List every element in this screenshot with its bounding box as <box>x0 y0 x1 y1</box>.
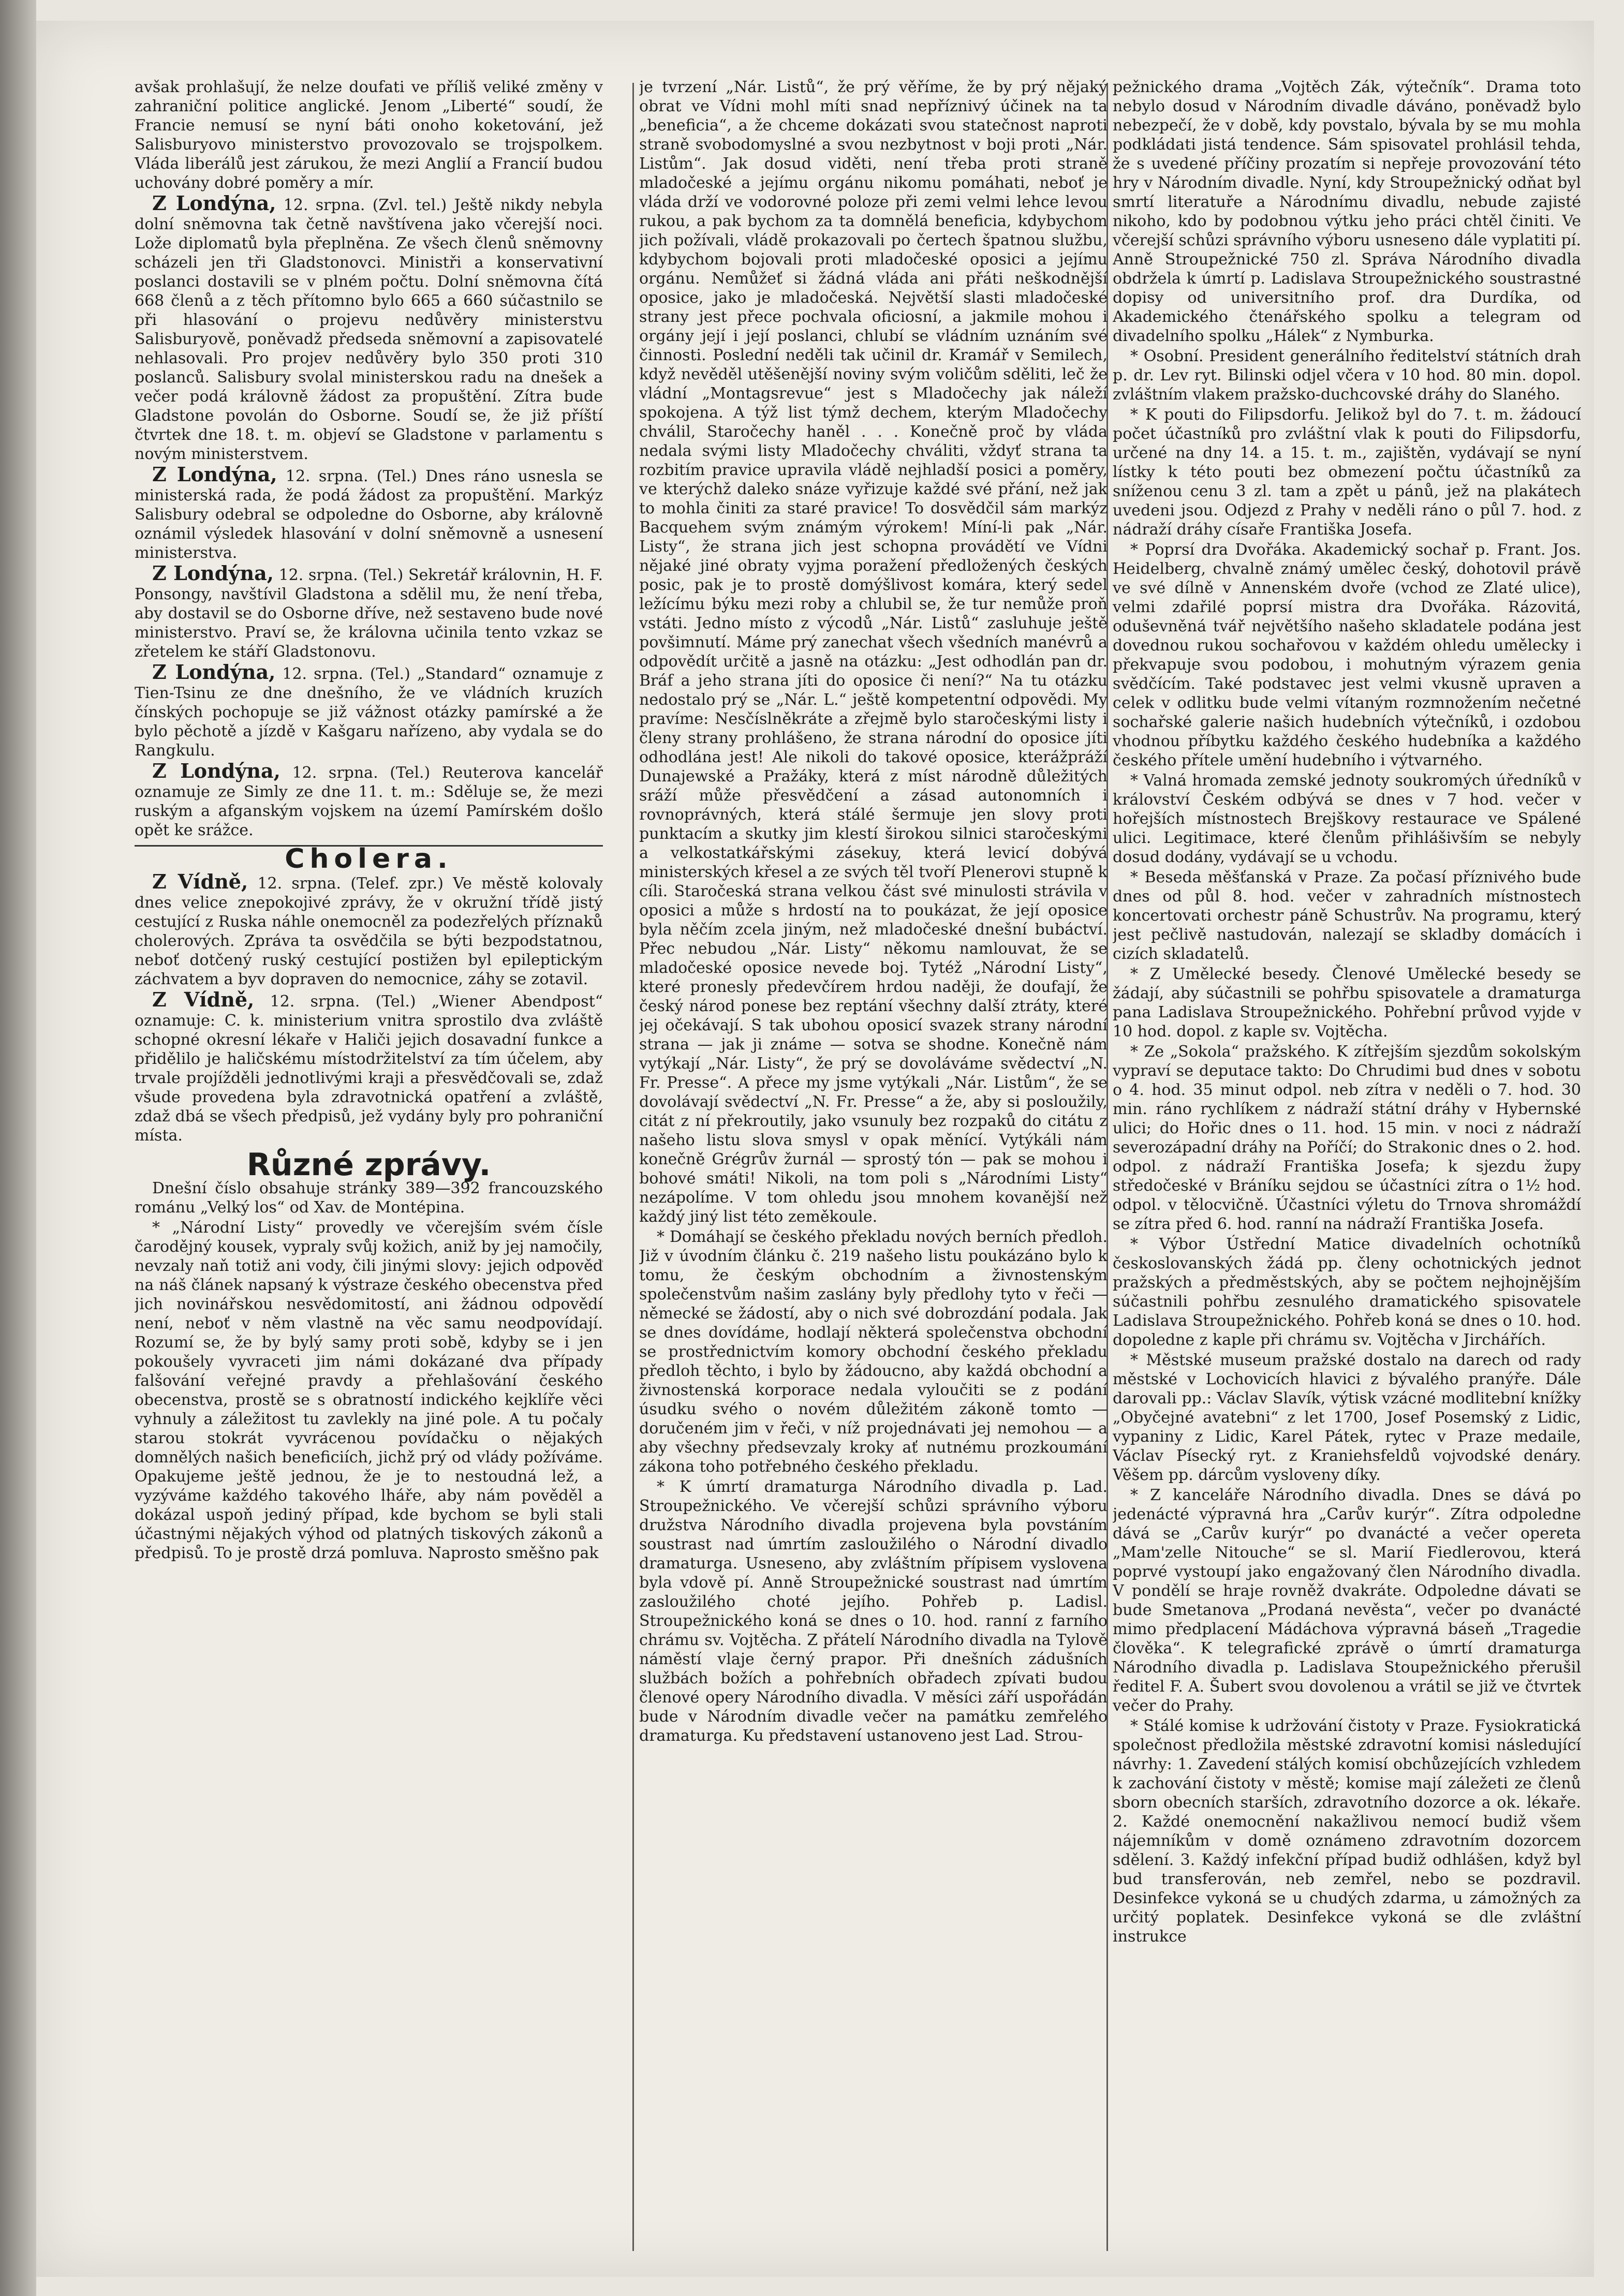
dateline: Z Londýna, <box>152 660 276 684</box>
column-1 <box>135 78 603 2256</box>
column-3 <box>1113 78 1581 2256</box>
article-paragraph: * Valná hromada zemské jednoty soukromých úředníků v království Českém odbývá se dnes v 7 hod. večer v hořejších místnostech Brejškovy restaurace ve Spálené ulici. Legitimace, které členům přihlášivším se nebyly dosud dodány, vydávají se u vchodu. <box>1113 772 1581 866</box>
dispatch: Z Londýna, 12. srpna. (Tel.) Reuterova kancelář oznamuje ze Simly ze dne 11. t. m.: Sděluje se, že mezi ruským a afganským vojskem na území Pamírském došlo opět ke srážce. <box>135 759 603 839</box>
article-paragraph: * Stálé komise k udržování čistoty v Praze. Fysiokratická společnost předložila městské zdravotní komisi následující návrhy: 1. Zavedení stálých komisí obchůzejících vzhledem k zachování čistoty v městě; komise mají záležeti ze členů sborn obecních starších, zdravotního dozorce a ok. lékaře. 2. Každé onemocnění nakažlivou nemocí budiž všem nájemníkům v domě oznámeno zdravotním dozorcem sdělení. 3. Každý infekční případ budiž odhlášen, když byl bud transferován, neb zemřel, nebo se pozdravil. Desinfekce vykoná se u chudých zdarma, u zámožných za určitý poplatek. Desinfekce vykoná se dle zvláštní instrukce <box>1113 1717 1581 1946</box>
scan-edge <box>0 0 36 2296</box>
article-paragraph: * Z kanceláře Národního divadla. Dnes se dává po jedenácté výpravná hra „Carův kurýr“. Zítra odpoledne dává se „Carův kurýr“ po dvanácté a večer opereta „Mam'zelle Nitouche“ se sl. Marií Fiedlerovou, která poprvé vystoupí jako engažovaný člen Národního divadla. V pondělí se hraje rovněž dvakráte. Odpoledne dávati se bude Smetanova „Prodaná nevěsta“, večer po dvanácté mimo předplacení Mádáchova výpravná báseň „Tragedie člověka“. K telegrafické zprávě o úmrtí dramaturga Národního divadla p. Ladislava Stoupežnického přerušil ředitel F. A. Šubert svou dovolenou a vrátil se již ve čtvrtek večer do Prahy. <box>1113 1486 1581 1715</box>
article-paragraph: avšak prohlašují, že nelze doufati ve příliš veliké změny v zahraniční politice anglické. Jenom „Liberté“ soudí, že Francie nemusí se nyní báti onoho koketování, jež Salisburyovo ministerstvo provozovalo se trojspolkem. Vláda liberálů jest zárukou, že mezi Anglií a Francií budou uchovány dobré poměry a mír. <box>135 78 603 192</box>
article-paragraph: * Domáhají se českého překladu nových berních předloh. Již v úvodním článku č. 219 našeho listu poukázáno bylo k tomu, že českým obchodním a živnostenským společenstvům našim zaslány byly předlohy tyto v řeči — německé se žádostí, aby o nich své dobrozdání podala. Jak se dnes dovídáme, hodlají některá společenstva obchodní se prostřednictvím komory obchodní českého překladu předloh těchto, i bylo by žádoucno, aby každá obchodní a živnostenská korporace nedala vyloučiti se z podání úsudku svého o novém důležitém zákoně tomto — doručeném jim v řeči, v níž projednávati jej nemohou — a aby všechny předsevzaly kroky ať nutnému prozkoumání zákona toho potřebného českého překladu. <box>639 1228 1108 1476</box>
dispatch: Z Vídně, 12. srpna. (Tel.) „Wiener Abendpost“ oznamuje: C. k. ministerium vnitra sprostilo dva zvláště schopné okresní lékaře v Haliči jejich dosavadní funkce a přidělilo je haličskému místodržitelství za tím účelem, aby trvale projížděli jednotlivými kraji a přesvědčovali se, zdaž všude provedena byla zdravotnická opatření a zvláště, zdaž dbá se všech předpisů, jež vydány byly pro pohraniční místa. <box>135 988 603 1145</box>
article-paragraph: * Beseda měšťanská v Praze. Za počasí příznivého bude dnes od půl 8. hod. večer v zahradních místnostech koncertovati orchestr páně Schustrův. Na programu, který jest pečlivě nastudován, nalezají se skladby domácích i cizích skladatelů. <box>1113 868 1581 963</box>
section-heading-news: Různé zprávy. <box>246 1147 491 1183</box>
dateline: Z Londýna, <box>152 561 274 585</box>
dateline: Z Vídně, <box>152 870 248 893</box>
article-paragraph: * Výbor Ústřední Matice divadelních ochotníků českoslovanských žádá pp. členy ochotnických jednot pražských a předměstských, aby se počtem nejhojnějším súčastnili pohřbu zesnulého dramatického spisovatele Ladislava Stroupežnického. Pohřeb koná se dnes o 10. hod. dopoledne z kaple při chrámu sv. Vojtěcha v Jirchářích. <box>1113 1235 1581 1349</box>
dateline: Z Londýna, <box>152 463 277 486</box>
article-paragraph: * Městské museum pražské dostalo na darech od rady městské v Lochovicích hlavici z bývalého pranýře. Dále darovali pp.: Václav Slavík, výtisk vzácné modlitební knížky „Obyčejné avatebni“ z let 1700, Josef Posemský z Lidic, vypaniny z Lidic, Karel Pátek, rytec v Praze medaile, Václav Písecký ryt. z Kraniehsfeldů vojvodské denáry. Věšem pp. dárcům vysloveny díky. <box>1113 1351 1581 1484</box>
article-paragraph: * Osobní. President generálního ředitelství státních drah p. dr. Lev ryt. Bilinski odjel včera v 10 hod. 80 min. dopol. zvláštním vlakem pražsko-duchcovské dráhy do Slaného. <box>1113 347 1581 404</box>
dispatch: Z Londýna, 12. srpna. (Zvl. tel.) Ještě nikdy nebyla dolní sněmovna tak četně navštívena jako včerejší noci. Lože diplomatů byla přeplněna. Ze všech členů sněmovny scházeli jen tři Gladstonovci. Ministři a konservativní poslanci dostavili se v plném počtu. Dolní sněmovna čítá 668 členů a z těch přítomno bylo 665 a 660 súčastnilo se při hlasování o projevu nedůvěry ministerstvu Salisburyově, poněvadž předseda sněmovní a zapisovatelé nehlasovali. Pro projev nedůvěry bylo 350 proti 310 poslanců. Salisbury svolal ministerskou radu na dnešek a večer podá královně žádost za propuštění. Zítra bude Gladstone povolán do Osborne. Soudí se, že již příští čtvrtek dne 18. t. m. objeví se Gladstone v parlamentu s novým ministerstvem. <box>135 191 603 463</box>
article-paragraph: * Ze „Sokola“ pražského. K zítřejším sjezdům sokolským vypraví se deputace takto: Do Chrudimi bud dnes v sobotu o 4. hod. 35 minut odpol. neb zítra v neděli o 7. hod. 30 min. ráno rychlíkem z nádraží státní dráhy v Hybernské ulici; do Hořic dnes o 11. hod. 15 min. v noci z nádraží severozápadní dráhy na Poříčí; do Strakonic dnes o 2. hod. odpol. z nádraží Františka Josefa; k sjezdu župy středočeské v Bráníku sejdou se účastníci zítra o 1½ hod. odpol. v tělocvičně. Účastníci výletu do Trnova shromáždí se zítra před 6. hod. ranní na nádraží Františka Josefa. <box>1113 1043 1581 1233</box>
article-paragraph: * Poprsí dra Dvořáka. Akademický sochař p. Frant. Jos. Heidelberg, chvalně známý umělec český, dohotovil právě ve své dílně v Annenském dvoře (vchod ze Zlaté ulice), velmi zdařilé poprsí mistra dra Dvořáka. Rázovitá, oduševněná tvář největšího našeho skladatele podána jest dovednou rukou sochařovou v každém ohledu umělecky i překvapuje svou podobou, i mohutným výrazem genia svědčícím. Také podstavec jest velmi vkusně upraven a celek v odlitku bude velmi vítaným rozmnožením nečetné sochařské galerie našich hudebních výtečníků, i ozdobou vhodnou příbytku každého českého hudebníka a každého českého přítele umění hudebního i výtvarného. <box>1113 541 1581 769</box>
article-paragraph: je tvrzení „Nár. Listů“, že prý věříme, že by prý nějaký obrat ve Vídni mohl míti snad nepříznivý účinek na ta „beneficia“, a že chceme dokázati svou statečnost naproti straně svobodomyslné a svou nezbytnost v boji proti „Nár. Listům“. Jak dosud viděti, není třeba proti straně mladočeské a jejímu orgánu nikomu pomáhati, neboť je vláda drží ve vodorovné poloze při zemi velmi lehce levou rukou, a pak bychom za ta domnělá beneficia, kdybychom jich požívali, vládě prokazovali po čertech špatnou službu, kdybychom bojovali proti mladočeské oposici a jejímu orgánu. Nemůžeť si žádná vláda ani přáti neškodnější oposice, jako je mladočeská. Největší slasti mladočeské strany jest přece pochvala oficiosní, a jakmile mohou i orgány její i její poslanci, chlubí se vládním uznáním své činnosti. Poslední neděli tak učinil dr. Kramář v Semilech, když nevěděl utěšenější noviny svým voličům sděliti, leč že vládní „Montagsrevue“ jest s Mladočechy jak náleží spokojena. A týž list týmž dechem, kterým Mladočechy chválil, Staročechy haněl . . . Konečně proč by vláda nedala svými listy Mladočechy chváliti, vždyť strana ta rozbitím pravice upravila vládě nejhladší posici a poměry, ve kterýchž daleko snáze vyřizuje každé své přání, než jak to mohla činiti za staré pravice! To dosvědčil sám markýz Bacquehem svým známým výrokem! Míní-li pak „Nár. Listy“, že strana jich jest schopna provádětí ve Vídni nějaké jiné obraty vyjma poražení předložených českých posic, pak je to prostě domýšlivost komára, který sedel ležícímu býku mezi roby a chlubil se, že tur nemůže proň vstáti. Jedno místo z výcodů „Nár. Listů“ zasluhuje ještě povšimnutí. Máme prý zanechat všech všedních manévrů a odpovědít určitě a jasně na otázku: „Jest odhodlán pan dr. Bráf a jeho strana jíti do oposice či není?“ Na tu otázku nedostalo prý se „Nár. L.“ ještě kompetentní odpovědi. My pravíme: Nesčíslněkráte a zřejmě bylo staročeskými listy i členy strany prohlášeno, že strana národní do oposice jíti odhodlána jest! Ale nikoli do takové oposice, kterážpráží Dunajewské a Pražáky, která z míst národně důležitých sráží může přesvědčení a zásad autonomních i rovnoprávných, která stálé šermuje jen slovy proti punktacím a skutky jim klestí širokou silnici staročeskými a velkostatkářskými zásekuy, která levicí dobývá ministerských křesel a ze svých těl tvoří Plenerovi stupně k cíli. Staročeská strana velkou část své minulosti strávila v oposici a může s hrdostí na to poukázat, že její oposice byla něčím zcela jiným, než mladočeské dnešní bubáctví. Přec nebudou „Nár. Listy“ někomu namlouvat, že se mladočeské oposice nevede boj. Tytéž „Národní Listy“, které pronesly předevčírem hrdou naději, že doufají, že český národ ponese bez reptání všechny další ztráty, které jej očekávají. S tak ubohou oposicí svazek strany národní strana — jak ji známe — sotva se shodne. Konečně nám vytýkají „Nár. Listy“, že prý se dovoláváme svědectví „N. Fr. Presse“. A přece my jsme vytýkali „Nár. Listům“, že se dovolávají svědectví „N. Fr. Presse“ a že, aby si posloužily, citát z ní překroutily, jako vsunuly bez rozpaků do citátu z našeho listu slova smysl v opak měnící. Vytýkáli nám konečně Grégrův žurnál — sprostý tón — pak se mohou i bohové smáti! Nikoli, na tom poli s „Národními Listy“ nezápolíme. V tom ohledu jsou mnohem kovanější než každý jiný list této zeměkoule. <box>639 78 1108 1226</box>
column-2 <box>639 78 1108 2256</box>
section-heading-cholera: Cholera. <box>135 845 603 869</box>
article-paragraph: * Z Umělecké besedy. Členové Umělecké besedy se žádají, aby súčastnili se pohřbu spisovatele a dramaturga pana Ladislava Stroupežnického. Pohřební průvod vyjde v 10 hod. dopol. z kaple sv. Vojtěcha. <box>1113 965 1581 1041</box>
article-paragraph: Dnešní číslo obsahuje stránky 389—392 francouzského románu „Velký los“ od Xav. de Montépina. <box>135 1179 603 1217</box>
column-rule <box>632 83 634 2251</box>
dateline: Z Londýna, <box>152 759 280 782</box>
article-paragraph: * K úmrtí dramaturga Národního divadla p. Lad. Stroupežnického. Ve včerejší schůzi správního výboru družstva Národního divadla projevena byla povstáním soustrast nad úmrtím zasloužilého o Národní divadlo dramaturga. Usneseno, aby zvláštním přípisem vyslovena byla vdově pí. Anně Stroupežnické soustrast nad úmrtím zasloužilého choté jejího. Pohřeb p. Ladisl. Stroupežnického koná se dnes o 10. hod. ranní z farního chrámu sv. Vojtěcha. Z přátelí Národního divadla na Tylově náměstí vlaje černý prapor. Při dnešních zádušních službách božích a pohřebních obřadech zpívati budou členové opery Národního divadla. V měsíci září uspořádán bude v Národním divadle večer na památku zemřelého dramaturga. Ku představení ustanoveno jest Lad. Strou- <box>639 1478 1108 1745</box>
article-paragraph: * „Národní Listy“ provedly ve včerejším svém čísle čarodějný kousek, vypraly svůj kožich, aniž by jej namočily, nevzaly naň totiž ani vody, čili jinými slovy: jejich odpověď na náš článek napsaný k výstraze českého obecenstva před jich novinářskou nesvědomitostí, ani žádnou odpovědí není, neboť v něm vlastně na věc samu neodpovídají. Rozumí se, že by bylý samy proti sobě, kdyby se i jen pokoušely vyvraceti jim námi dokázané dva případy falšování veřejné pravdy a přehlašování českého obecenstva, prostě se s obratností indického kejklíře věci vyhnuly a záležitost tu zavlekly na jiné pole. A tu počaly starou stokrát vyvrácenou povídačku o nějakých domnělých našich beneficiích, jichž prý od vlády požíváme. Opakujeme ještě jednou, že je to nestoudná lež, a vyzýváme každého takového lháře, aby nám pověděl a dokázal uspoň jediný případ, kde bychom se byli stali účastnými nějakých výhod od platných tiskových zákonů a předpisů. To je prostě drzá pomluva. Naprosto směšno pak <box>135 1219 603 1562</box>
dispatch: Z Londýna, 12. srpna. (Tel.) Dnes ráno usnesla se ministerská rada, že podá žádost za propuštění. Markýz Salisbury odebral se odpoledne do Osborne, aby královně oznámil výsledek hlasování v dolní sněmovně a usnesení ministerstva. <box>135 463 603 562</box>
article-paragraph: * K pouti do Filipsdorfu. Jelikož byl do 7. t. m. žádoucí počet účastníků pro zvláštní vlak k pouti do Filipsdorfu, určené na dny 14. a 15. t. m., zajištěn, vydávají se nyní lístky k této pouti bez obmezení počtu účastníků za sníženou cenu 3 zl. tam a zpět u pánů, jež na plakátech uvedeni jsou. Odjezd z Prahy v neděli ráno o půl 7. hod. z nádraží dráhy císaře Františka Josefa. <box>1113 406 1581 539</box>
dispatch: Z Londýna, 12. srpna. (Tel.) „Standard“ oznamuje z Tien-Tsinu ze dne dnešního, že ve vládních kruzích čínských pochopuje se již vážnost otázky pamírské a že bylo pěchotě a jízdě v Kašgaru nařízeno, aby vydala se do Rangkulu. <box>135 660 603 760</box>
dispatch: Z Londýna, 12. srpna. (Tel.) Sekretář královnin, H. F. Ponsongy, navštívil Gladstona a sdělil mu, že není třeba, aby dostavil se do Osborne dříve, než sestaveno bude nové ministerstvo. Praví se, že královna učinila tento vzkaz se zřetelem ke stáří Gladstonovu. <box>135 561 603 661</box>
dateline: Z Londýna, <box>152 191 276 215</box>
article-paragraph: pežnického drama „Vojtěch Zák, výtečník“. Drama toto nebylo dosud v Národním divadle dáváno, poněvadž bylo nebezpečí, že v době, kdy povstalo, bývala by se mu mohla podkládati jistá tendence. Sám spisovatel prohlásil tehda, že s uvedené příčiny prozatím si nepřeje provozování této hry v Národním divadle. Nyní, kdy Stroupežnický odňat byl smrtí literatuře a Národnímu divadlu, nebude zajisté nikoho, kdo by podobnou výtku jeho práci chtěl činiti. Ve včerejší schůzi správního výboru usneseno dále vyplatiti pí. Anně Stroupežnické 750 zl. Správa Národního divadla obdržela k úmrtí p. Ladislava Stroupežnického soustrastné dopisy od universitního prof. dra Durdíka, od Akademického čtenářského spolku a telegram od divadelního spolku „Hálek“ z Nymburka. <box>1113 78 1581 345</box>
dispatch: Z Vídně, 12. srpna. (Telef. zpr.) Ve městě kolovaly dnes velice znepokojivé zprávy, že v okružní třídě jistý cestující z Ruska náhle onemocněl za podezřelých příznaků cholerových. Zpráva ta osvědčila se býti bezpodstatnou, neboť dotčený ruský cestující postižen byl epileptickým záchvatem a byv dopraven do nemocnice, záhy se zotavil. <box>135 870 603 988</box>
dateline: Z Vídně, <box>152 988 255 1011</box>
